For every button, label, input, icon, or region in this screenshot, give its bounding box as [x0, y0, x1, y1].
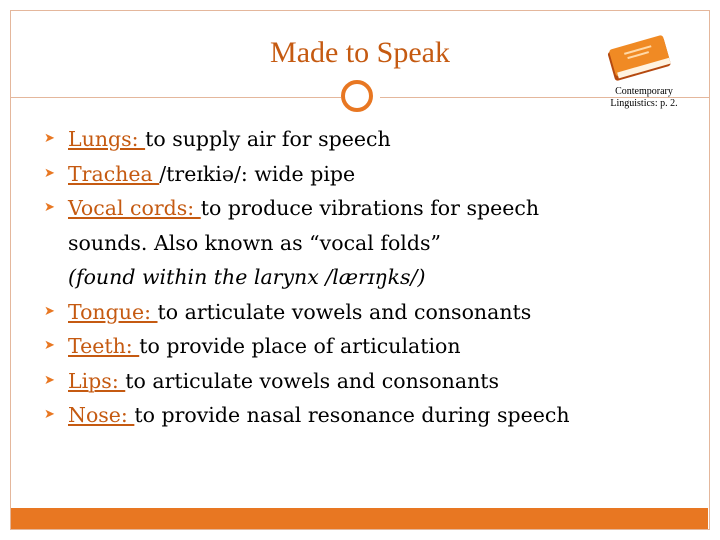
bullet-item [44, 157, 704, 192]
bullet-item [44, 295, 704, 330]
bullet-item [44, 329, 704, 364]
bullet-list [44, 122, 704, 433]
slide-title: Made to Speak [270, 36, 450, 69]
book-icon [598, 26, 680, 90]
bullet-text: sounds. Also known as “vocal folds” [68, 230, 441, 255]
bullet-arrow-icon: ➤ [44, 200, 55, 215]
bullet-term: Tongue: [68, 299, 158, 324]
bullet-continuation [44, 226, 704, 261]
bullet-note-text: (found within the larynx /lærɪŋks/) [68, 265, 426, 289]
bullet-arrow-icon: ➤ [44, 407, 55, 422]
title-rule-right [380, 97, 709, 98]
bullet-term: Trachea [68, 161, 160, 186]
bullet-text: to articulate vowels and consonants [125, 368, 500, 393]
bullet-text: /treɪkiə/: wide pipe [159, 161, 356, 186]
bullet-text: to produce vibrations for speech [200, 196, 540, 220]
bullet-arrow-icon: ➤ [44, 165, 55, 181]
bullet-term: Teeth: [68, 334, 140, 358]
bullet-text: to supply air for speech [145, 127, 391, 151]
bullet-arrow-icon: ➤ [44, 303, 55, 319]
circle-ornament [341, 80, 373, 112]
bullet-item [44, 191, 704, 226]
bullet-text: to provide place of articulation [139, 334, 461, 358]
title-rule-left [11, 97, 341, 98]
bullet-term: Vocal cords: [68, 196, 201, 220]
citation [596, 86, 692, 110]
bullet-arrow-icon: ➤ [44, 338, 55, 353]
bottom-accent-bar [11, 508, 708, 529]
bullet-term: Nose: [68, 403, 135, 427]
bullet-text: to articulate vowels and consonants [157, 299, 532, 324]
bullet-text: to provide nasal resonance during speech [134, 403, 570, 427]
bullet-item [44, 122, 704, 157]
bullet-note [44, 260, 704, 295]
bullet-term: Lips: [68, 368, 126, 393]
citation-line: Linguistics: p. 2. [610, 98, 678, 109]
bullet-arrow-icon: ➤ [44, 131, 55, 146]
bullet-term: Lungs: [68, 127, 146, 151]
bullet-item [44, 398, 704, 433]
bullet-item [44, 364, 704, 399]
bullet-arrow-icon: ➤ [44, 372, 55, 388]
citation-line: Contemporary [615, 86, 673, 97]
